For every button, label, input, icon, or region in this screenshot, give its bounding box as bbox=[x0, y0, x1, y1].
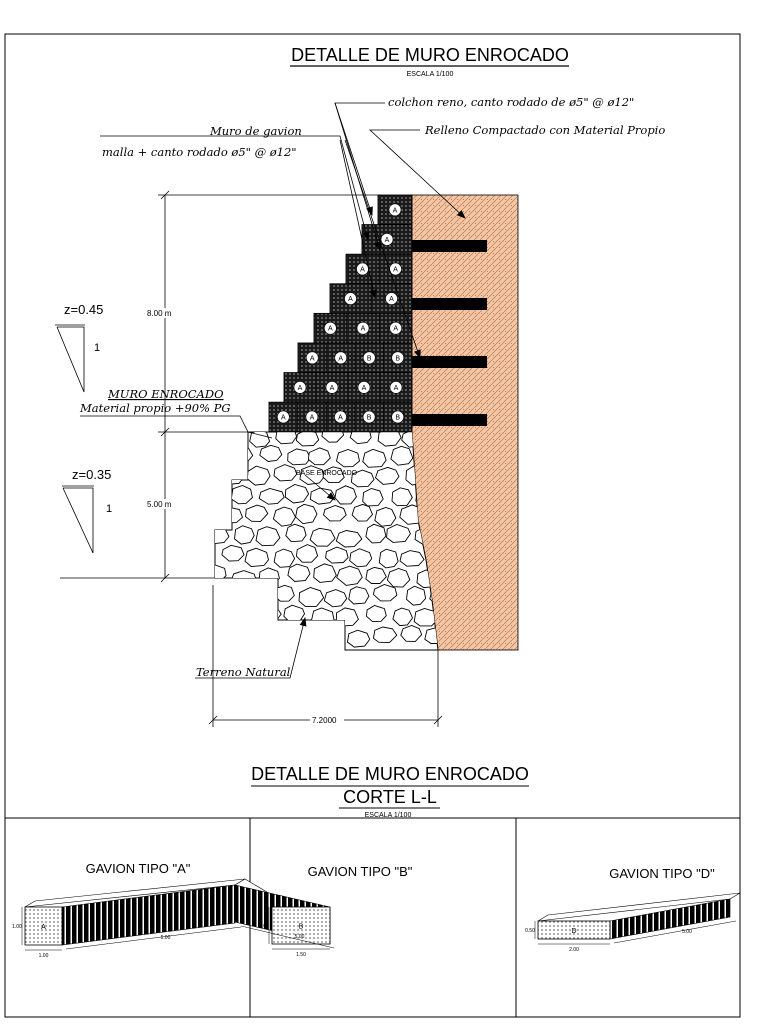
gabion-length-dim: 5.00 bbox=[160, 935, 171, 941]
dim-width: 7.2000 bbox=[312, 716, 337, 725]
rock-stone bbox=[288, 449, 311, 465]
rock-stone bbox=[205, 488, 228, 505]
leader-muro-enrocado bbox=[80, 416, 272, 438]
gabion-marker-letter: A bbox=[393, 384, 399, 392]
rock-stone bbox=[193, 589, 214, 608]
rock-stone bbox=[244, 630, 267, 648]
label-colchon: colchon reno, canto rodado de ø5" @ ø12" bbox=[388, 95, 635, 109]
gabion-marker-letter: A bbox=[393, 325, 399, 333]
rock-stone bbox=[221, 626, 245, 642]
gabion-type-B bbox=[235, 864, 413, 958]
section-scale: ESCALA 1/100 bbox=[364, 812, 412, 819]
gabion-marker-letter: B bbox=[395, 414, 401, 422]
rock-stone bbox=[235, 526, 255, 544]
dim-height-upper: 8.00 m bbox=[147, 309, 172, 318]
rock-stone bbox=[299, 630, 321, 645]
slope-lower-one: 1 bbox=[106, 503, 113, 515]
rock-stone bbox=[206, 450, 227, 466]
label-muro-gavion-1: Muro de gavion bbox=[210, 124, 302, 138]
label-muro-gavion-2: malla + canto rodado ø5" @ ø12" bbox=[102, 145, 297, 159]
gabion-type-letter: D bbox=[571, 928, 577, 935]
gabion-marker-letter: A bbox=[280, 414, 286, 422]
label-relleno: Relleno Compactado con Material Propio bbox=[425, 123, 666, 137]
gabion-marker-letter: A bbox=[338, 355, 344, 363]
gabion-width-dim: 1.50 bbox=[296, 952, 306, 958]
gabion-marker-letter: A bbox=[309, 414, 315, 422]
gabion-type-title: GAVION TIPO "D" bbox=[609, 866, 715, 881]
slope-upper-one: 1 bbox=[94, 342, 101, 354]
rock-stone bbox=[274, 630, 295, 648]
gabion-marker-letter: A bbox=[309, 355, 315, 363]
rock-stone bbox=[337, 450, 360, 467]
main-title: DETALLE DE MURO ENROCADO bbox=[291, 45, 569, 65]
section-title: DETALLE DE MURO ENROCADO bbox=[251, 764, 529, 784]
rock-stone bbox=[244, 588, 268, 605]
gabion-type-letter: B bbox=[298, 923, 304, 931]
rock-stone bbox=[194, 504, 219, 523]
gabion-height-dim: 0.50 bbox=[525, 928, 535, 934]
label-terreno: Terreno Natural bbox=[196, 665, 291, 679]
leader-colchon bbox=[335, 103, 385, 215]
rock-stone bbox=[286, 524, 306, 542]
gabion-marker-letter: A bbox=[329, 384, 335, 392]
rock-stone bbox=[194, 466, 218, 483]
rock-stone bbox=[391, 446, 413, 465]
rock-stone bbox=[232, 609, 253, 626]
gabion-width-dim: 2.00 bbox=[569, 947, 579, 953]
slope-upper-z: z=0.45 bbox=[64, 302, 104, 317]
rock-stone bbox=[224, 468, 244, 484]
gabion-type-title: GAVION TIPO "B" bbox=[307, 864, 413, 879]
gabion-marker-letter: A bbox=[338, 414, 343, 422]
rock-stone bbox=[208, 606, 232, 622]
label-muro-enrocado-1: MURO ENROCADO bbox=[108, 387, 224, 401]
gabion-type-D bbox=[525, 866, 740, 953]
gabion-marker-letter: A bbox=[361, 384, 367, 392]
rock-stone bbox=[250, 430, 270, 447]
gabion-marker-letter: A bbox=[360, 266, 365, 274]
section-subtitle: CORTE L-L bbox=[343, 787, 437, 807]
gabion-type-title: GAVION TIPO "A" bbox=[85, 861, 191, 876]
label-base-enrocado: BASE ENROCADO bbox=[296, 470, 358, 477]
label-muro-enrocado-2: Material propio +90% PG bbox=[80, 401, 231, 415]
gabion-height-dim: 1.00 bbox=[259, 923, 269, 930]
base-rockfill bbox=[190, 424, 452, 650]
rock-stone bbox=[310, 488, 335, 504]
rock-stone bbox=[407, 586, 426, 605]
gabion-marker-letter: A bbox=[327, 325, 333, 333]
rock-stone bbox=[230, 447, 253, 463]
gabion-marker-letter: A bbox=[389, 296, 394, 304]
gabion-marker-letter: A bbox=[392, 207, 398, 215]
gabion-marker-letter: A bbox=[360, 325, 366, 333]
gabion-type-A bbox=[12, 861, 245, 959]
gabion-marker-letter: A bbox=[384, 236, 390, 244]
rock-stone bbox=[274, 549, 295, 567]
rock-stone bbox=[223, 428, 243, 446]
rock-stone bbox=[219, 507, 243, 523]
rock-stone bbox=[366, 524, 386, 543]
slope-lower-triangle bbox=[63, 488, 93, 553]
rock-stone bbox=[195, 428, 215, 445]
gabion-marker-letter: A bbox=[393, 266, 398, 274]
gabion-marker-letter: B bbox=[366, 355, 372, 363]
rock-stone bbox=[349, 587, 369, 604]
gabion-height-dim: 1.00 bbox=[12, 924, 22, 930]
gabion-marker-letter: A bbox=[348, 296, 353, 304]
dim-height-lower: 5.00 m bbox=[147, 500, 172, 509]
main-scale: ESCALA 1/100 bbox=[406, 71, 454, 78]
gabion-length-dim: 5.00 bbox=[294, 934, 305, 940]
gabion-type-letter: A bbox=[41, 924, 46, 931]
rock-stone bbox=[379, 549, 398, 568]
slope-upper-triangle bbox=[57, 327, 84, 392]
gabion-stack bbox=[269, 195, 412, 432]
gabion-types bbox=[12, 861, 740, 959]
gabion-width-dim: 1.00 bbox=[38, 953, 49, 959]
rock-stone bbox=[190, 546, 215, 562]
gabion-marker-letter: A bbox=[297, 384, 303, 392]
slope-lower-z: z=0.35 bbox=[72, 467, 112, 482]
gabion-marker-letter: B bbox=[366, 414, 372, 422]
rock-stone bbox=[218, 589, 238, 607]
rock-stone bbox=[363, 489, 384, 506]
rock-stone bbox=[336, 608, 358, 626]
rock-stone bbox=[347, 630, 369, 647]
rock-stone bbox=[324, 630, 345, 646]
gabion-length-dim: 5.00 bbox=[682, 929, 692, 935]
gabion-marker-letter: B bbox=[395, 355, 401, 363]
